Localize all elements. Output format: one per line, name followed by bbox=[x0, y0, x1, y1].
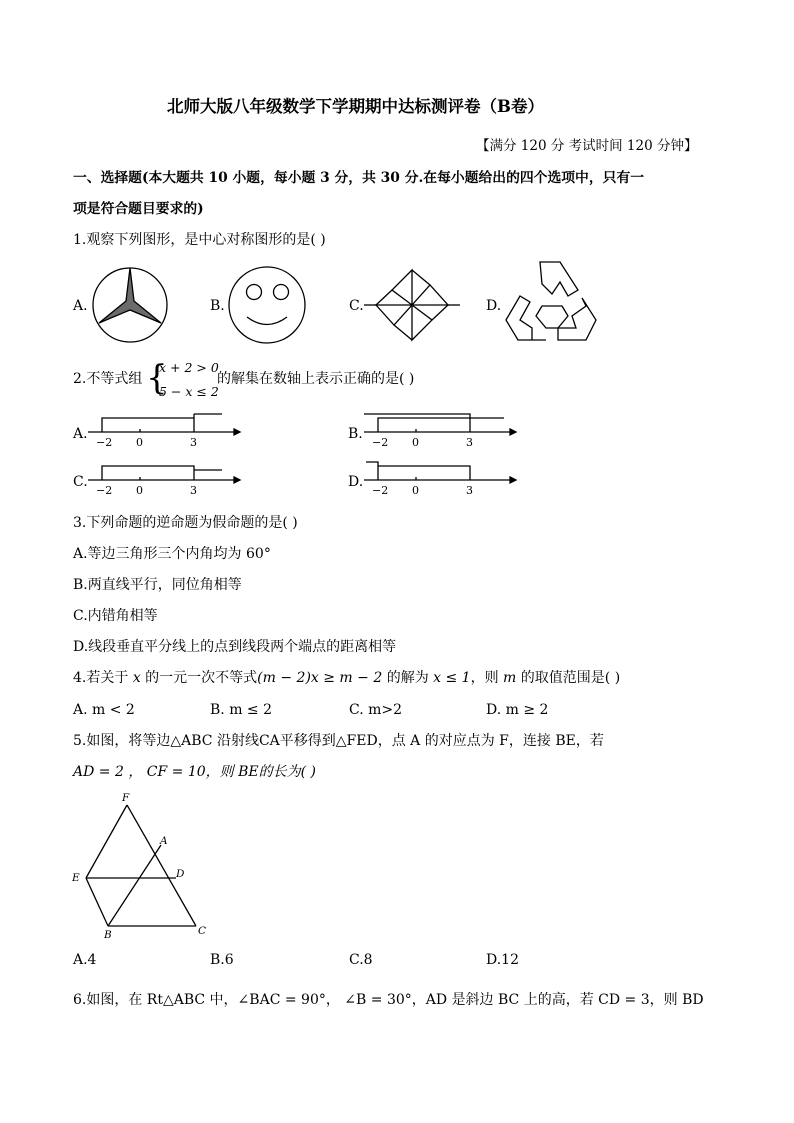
q2-inequality-2: 5 − x ≤ 2 bbox=[159, 384, 219, 399]
label-B: B bbox=[104, 929, 112, 941]
number-line-d bbox=[364, 458, 524, 498]
three-blade-circle-icon bbox=[85, 260, 175, 350]
q2-option-b-label: B. bbox=[348, 426, 363, 442]
q2-option-c-label: C. bbox=[73, 474, 88, 490]
q4-inequality: (m − 2)x ≥ m − 2 bbox=[257, 670, 383, 686]
section-heading-line1: 一、选择题(本大题共 10 小题，每小题 3 分，共 30 分.在每小题给出的四个选项中，只有一 bbox=[73, 170, 645, 186]
tick-label-0: 0 bbox=[136, 484, 143, 497]
q4-option-b: B. m ≤ 2 bbox=[210, 702, 273, 718]
tick-label-neg2: −2 bbox=[372, 484, 389, 497]
smiley-face-icon bbox=[222, 260, 312, 350]
q4-option-a: A. m < 2 bbox=[73, 702, 135, 718]
q4-var-x: x bbox=[132, 670, 141, 686]
pinwheel-icon bbox=[362, 260, 462, 350]
q2-stem-prefix: 2.不等式组 bbox=[73, 371, 143, 387]
tick-label-neg2: −2 bbox=[96, 484, 113, 497]
q3-option-d: D.线段垂直平分线上的点到线段两个端点的距离相等 bbox=[73, 639, 397, 655]
q3-option-c: C.内错角相等 bbox=[73, 608, 158, 624]
q1-option-d-label: D. bbox=[486, 298, 502, 314]
tick-label-3: 3 bbox=[466, 484, 473, 497]
tick-label-3: 3 bbox=[190, 436, 197, 449]
q5-option-d: D.12 bbox=[486, 952, 519, 968]
q2-stem-suffix: 的解集在数轴上表示正确的是( ) bbox=[217, 371, 415, 387]
tick-label-3: 3 bbox=[190, 484, 197, 497]
section-heading-line2: 项是符合题目要求的) bbox=[73, 201, 204, 217]
q2-option-a-label: A. bbox=[73, 426, 88, 442]
tick-label-0: 0 bbox=[136, 436, 143, 449]
q4-var-m: m bbox=[503, 670, 517, 686]
q4-solution: x ≤ 1 bbox=[433, 670, 471, 686]
recycle-arrows-icon bbox=[502, 258, 602, 348]
q5-option-a: A.4 bbox=[73, 952, 97, 968]
tick-label-0: 0 bbox=[412, 436, 419, 449]
q4-option-c: C. m>2 bbox=[349, 702, 403, 718]
q5-stem-line1: 5.如图，将等边△ABC 沿射线CA平移得到△FED，点 A 的对应点为 F，连接 BE，若 bbox=[73, 733, 604, 749]
number-line-b bbox=[364, 410, 524, 450]
q4-option-d: D. m ≥ 2 bbox=[486, 702, 549, 718]
page-title: 北师大版八年级数学下学期期中达标测评卷（B卷） bbox=[167, 97, 544, 116]
q1-stem: 1.观察下列图形，是中心对称图形的是( ) bbox=[73, 232, 326, 248]
q1-option-c-label: C. bbox=[349, 298, 364, 314]
number-line-a bbox=[88, 410, 248, 450]
q4-stem-part5: 的取值范围是( ) bbox=[516, 670, 621, 686]
q3-option-a: A.等边三角形三个内角均为 60° bbox=[73, 546, 271, 562]
tick-label-neg2: −2 bbox=[96, 436, 113, 449]
label-C: C bbox=[198, 925, 207, 937]
exam-info: 【满分 120 分 考试时间 120 分钟】 bbox=[476, 138, 698, 154]
q6-stem: 6.如图，在 Rt△ABC 中，∠BAC = 90°， ∠B = 30°，AD 是斜边 BC 上的高，若 CD = 3，则 BD bbox=[73, 992, 704, 1008]
label-E: E bbox=[72, 872, 80, 884]
q2-brace: { bbox=[146, 358, 168, 398]
q2-option-d-label: D. bbox=[348, 474, 364, 490]
q1-option-b-label: B. bbox=[210, 298, 225, 314]
q4-stem-part4: ，则 bbox=[470, 670, 504, 686]
q5-option-c: C.8 bbox=[349, 952, 373, 968]
label-A: A bbox=[160, 835, 168, 847]
q3-stem: 3.下列命题的逆命题为假命题的是( ) bbox=[73, 515, 298, 531]
q4-stem-part2: 的一元一次不等式 bbox=[140, 670, 258, 686]
tick-label-3: 3 bbox=[466, 436, 473, 449]
number-line-c bbox=[88, 458, 248, 498]
q4-stem bbox=[73, 669, 620, 687]
q4-stem-part1: 4.若关于 bbox=[73, 670, 133, 686]
label-F: F bbox=[122, 792, 130, 804]
tick-label-neg2: −2 bbox=[372, 436, 389, 449]
q2-inequality-1: x + 2 > 0 bbox=[159, 360, 219, 375]
q5-option-b: B.6 bbox=[210, 952, 234, 968]
q1-option-a-label: A. bbox=[73, 298, 88, 314]
q4-stem-part3: 的解为 bbox=[382, 670, 434, 686]
label-D: D bbox=[176, 868, 185, 880]
translated-triangles-figure bbox=[68, 790, 218, 940]
q5-stem-line2: AD = 2 ， CF = 10，则 BE的长为( ) bbox=[73, 764, 316, 780]
q3-option-b: B.两直线平行，同位角相等 bbox=[73, 577, 242, 593]
tick-label-0: 0 bbox=[412, 484, 419, 497]
